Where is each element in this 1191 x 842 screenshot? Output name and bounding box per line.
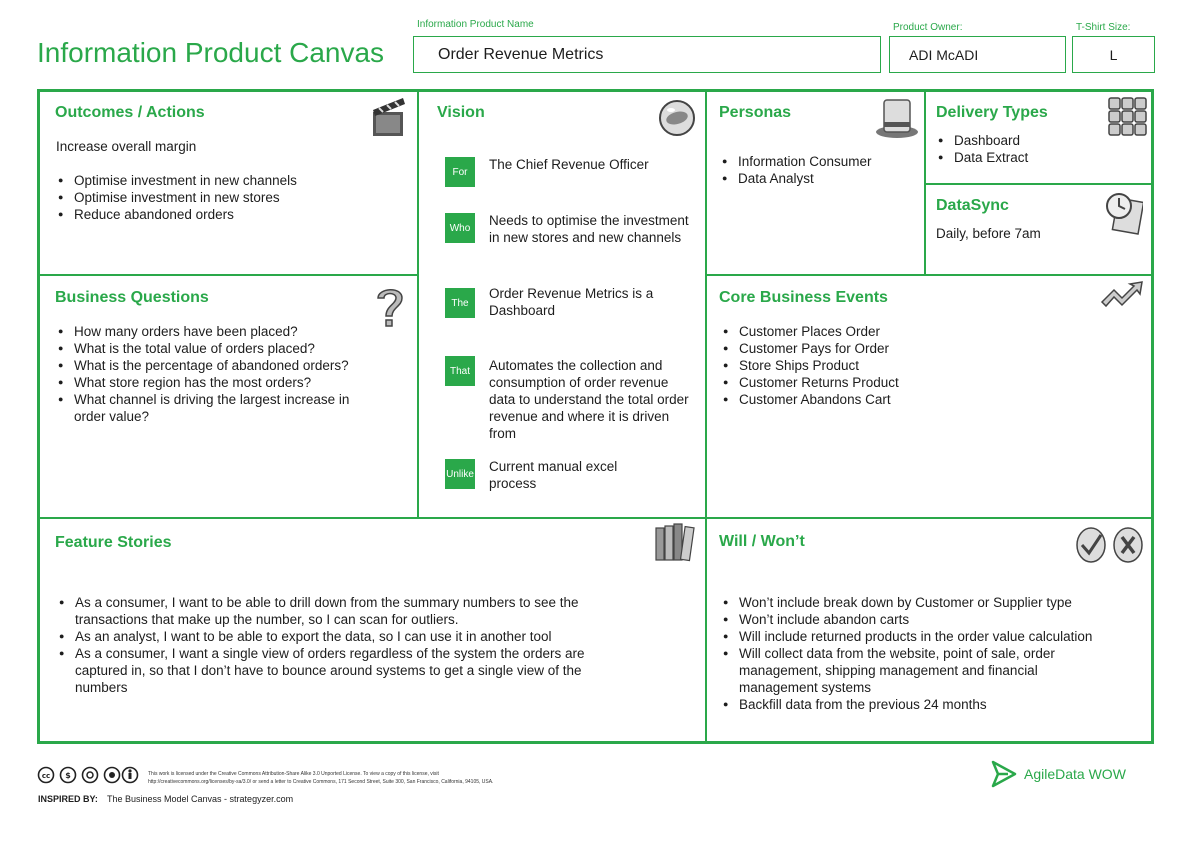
inspired-label: INSPIRED BY:	[38, 794, 98, 804]
business-questions-title: Business Questions	[55, 289, 209, 306]
top-hat-icon	[874, 96, 920, 142]
list-item: ● Store Ships Product	[721, 357, 1101, 374]
books-icon	[652, 522, 698, 562]
list-item: ● What store region has the most orders?	[56, 374, 376, 391]
outcomes-title: Outcomes / Actions	[55, 104, 205, 121]
vision-tag-that: That	[445, 356, 475, 386]
list-item: ● Backfill data from the previous 24 months	[721, 696, 1141, 713]
vision-text-the: Order Revenue Metrics is a Dashboard	[489, 286, 654, 318]
vision-tag-who: Who	[445, 213, 475, 243]
personas-title: Personas	[719, 104, 792, 121]
list-item: ● Won’t include break down by Customer or Supplier type	[721, 594, 1141, 611]
list-item: ● Customer Returns Product	[721, 374, 1101, 391]
outcomes-list	[56, 172, 396, 223]
list-item: ● Optimise investment in new channels	[56, 172, 396, 189]
business-questions-list	[56, 323, 376, 425]
list-item: ● Will collect data from the website, point of sale, order management, shipping management and financial management systems	[721, 645, 1061, 696]
tshirt-field[interactable]	[1072, 36, 1155, 73]
question-mark-icon	[370, 284, 410, 332]
cc-license-icon	[37, 766, 139, 784]
arrows-icon	[1100, 280, 1146, 310]
list-item: ● Customer Abandons Cart	[721, 391, 1101, 408]
crystal-ball-icon	[657, 98, 697, 138]
will-wont-list	[721, 594, 1141, 713]
list-item: ● How many orders have been placed?	[56, 323, 376, 340]
list-item: ● What is the total value of orders placed?	[56, 340, 376, 357]
divider	[705, 274, 1151, 276]
list-item: ● Reduce abandoned orders	[56, 206, 396, 223]
will-wont-title: Will / Won’t	[719, 533, 805, 550]
vision-tag-the: The	[445, 288, 475, 318]
product-name-label: Information Product Name	[417, 19, 534, 30]
vision-tag-for: For	[445, 157, 475, 187]
divider	[705, 92, 707, 744]
delivery-types-title: Delivery Types	[936, 104, 1048, 121]
datasync-title: DataSync	[936, 197, 1009, 214]
datasync-text: Daily, before 7am	[936, 226, 1041, 241]
divider	[40, 274, 419, 276]
grid-cubes-icon	[1107, 96, 1149, 138]
list-item: ● Optimise investment in new stores	[56, 189, 396, 206]
list-item: ● As a consumer, I want a single view of orders regardless of the system the orders are captured in, so that I don’t have to bounce around systems to get a single view of the numbers	[57, 645, 627, 696]
personas-list	[720, 153, 910, 187]
list-item: ● Information Consumer	[720, 153, 910, 170]
owner-label: Product Owner:	[893, 22, 963, 33]
divider	[417, 92, 419, 519]
canvas-title: Information Product Canvas	[37, 37, 385, 68]
list-item: ● What is the percentage of abandoned orders?	[56, 357, 376, 374]
outcomes-intro: Increase overall margin	[56, 139, 197, 154]
product-name-value: Order Revenue Metrics	[438, 45, 604, 63]
delivery-types-list	[936, 132, 1106, 166]
list-item: ● As a consumer, I want to be able to drill down from the summary numbers to see the transactions that make up the number, so I can scan for outliers.	[57, 594, 627, 628]
divider	[924, 183, 1151, 185]
list-item: ● Customer Places Order	[721, 323, 1101, 340]
svg-text:$: $	[65, 771, 71, 780]
vision-title: Vision	[437, 104, 485, 121]
list-item: ● Customer Pays for Order	[721, 340, 1101, 357]
list-item: ● Data Analyst	[720, 170, 910, 187]
vision-tag-unlike: Unlike	[445, 459, 475, 489]
product-name-field[interactable]	[413, 36, 881, 73]
list-item: ● Data Extract	[936, 149, 1106, 166]
tshirt-label: T-Shirt Size:	[1076, 22, 1131, 33]
check-icon	[1074, 525, 1110, 565]
license-line-1: This work is licensed under the Creative Commons Attribution-Share Alike 3.0 Unported License. To view a copy of this license, visit	[148, 771, 439, 777]
clock-calendar-icon	[1105, 188, 1143, 236]
vision-text-that: Automates the collection and consumption of order revenue data to understand the total order revenue and where it is driven from	[489, 358, 689, 441]
list-item: ● Won’t include abandon carts	[721, 611, 1141, 628]
cross-icon	[1110, 525, 1146, 565]
owner-value: ADI McADI	[909, 46, 979, 63]
core-events-list	[721, 323, 1101, 408]
svg-text:cc: cc	[41, 772, 51, 780]
vision-text-for: The Chief Revenue Officer	[489, 157, 649, 172]
feature-stories-list	[57, 594, 627, 696]
list-item: ● Dashboard	[936, 132, 1106, 149]
list-item: ● As an analyst, I want to be able to export the data, so I can use it in another tool	[57, 628, 627, 645]
brand-name: AgileData WOW	[1024, 766, 1126, 782]
clapperboard-icon	[371, 96, 407, 138]
divider	[40, 517, 1151, 519]
vision-text-who: Needs to optimise the investment in new stores and new channels	[489, 213, 689, 245]
feature-stories-title: Feature Stories	[55, 534, 172, 551]
list-item: ● What channel is driving the largest increase in order value?	[56, 391, 376, 425]
vision-text-unlike: Current manual excel process	[489, 459, 618, 491]
agiledata-logo-icon	[990, 760, 1018, 788]
list-item: ● Will include returned products in the order value calculation	[721, 628, 1141, 645]
owner-field[interactable]	[889, 36, 1066, 73]
core-events-title: Core Business Events	[719, 289, 888, 306]
tshirt-value: L	[1109, 46, 1118, 63]
inspired-text: The Business Model Canvas - strategyzer.com	[107, 794, 294, 804]
license-line-2: http://creativecommons.org/licenses/by-sa/3.0/ or send a letter to Creative Commons, 171 Second Street, Suite 300, San Francisco, California, 94105, USA.	[148, 779, 494, 785]
